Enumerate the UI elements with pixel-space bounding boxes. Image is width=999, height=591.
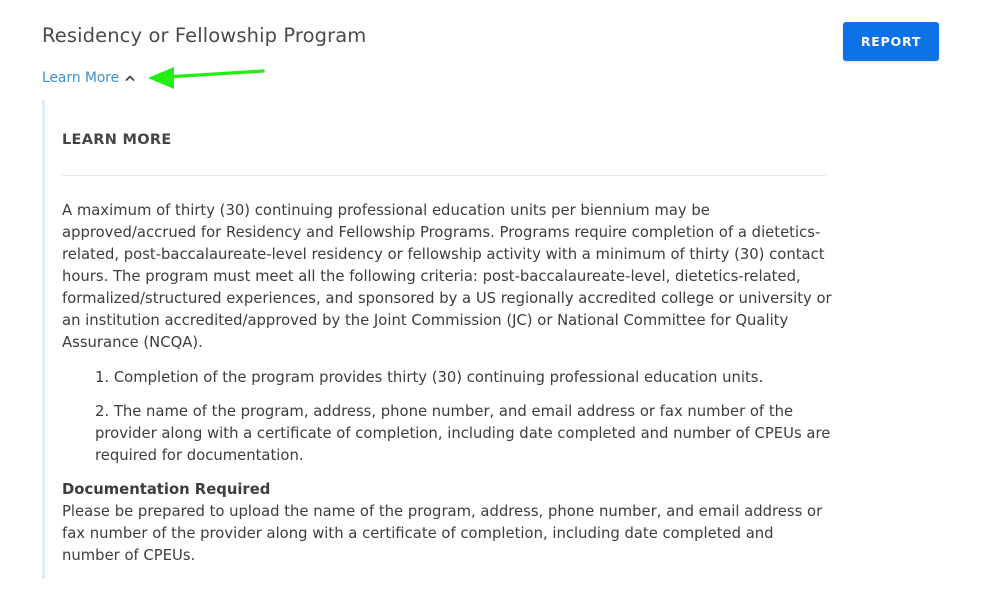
learn-more-label: Learn More	[42, 70, 120, 86]
list-item: 1. Completion of the program provides thirty (30) continuing professional education units.	[95, 369, 764, 386]
description-paragraph: A maximum of thirty (30) continuing professional education units per biennium may be approved/accrued for Residency and Fellowship Programs. Programs require completion of a dietetics-related, post-baccalaureate-level residency or fellowship activity with a minimum of thirty (30) contact hours. The program must meet all the following criteria: post-baccalaureate-level, dietetics-related, formalized/structured experiences, and sponsored by a US regionally accredited college or university or an institution accredited/approved by the Joint Commission (JC) or National Committee for Quality Assurance (NCQA).	[62, 202, 832, 351]
panel-divider	[62, 175, 826, 176]
steps-list	[62, 367, 832, 467]
page-title: Residency or Fellowship Program	[42, 24, 367, 47]
learn-more-panel	[42, 100, 842, 579]
arrow-left-icon	[146, 62, 268, 92]
panel-body	[62, 200, 832, 567]
documentation-heading: Documentation Required	[62, 481, 271, 498]
list-item: 2. The name of the program, address, phone number, and email address or fax number of the provider along with a certificate of completion, including date completed and number of CPEUs are required for documentation.	[95, 403, 831, 464]
documentation-text: Please be prepared to upload the name of the program, address, phone number, and email address or fax number of the provider along with a certificate of completion, including date completed and number of CPEUs.	[62, 503, 823, 564]
learn-more-toggle[interactable]	[42, 70, 135, 86]
report-button[interactable]: REPORT	[843, 22, 939, 61]
chevron-up-icon	[125, 74, 135, 82]
panel-heading: LEARN MORE	[62, 132, 172, 148]
